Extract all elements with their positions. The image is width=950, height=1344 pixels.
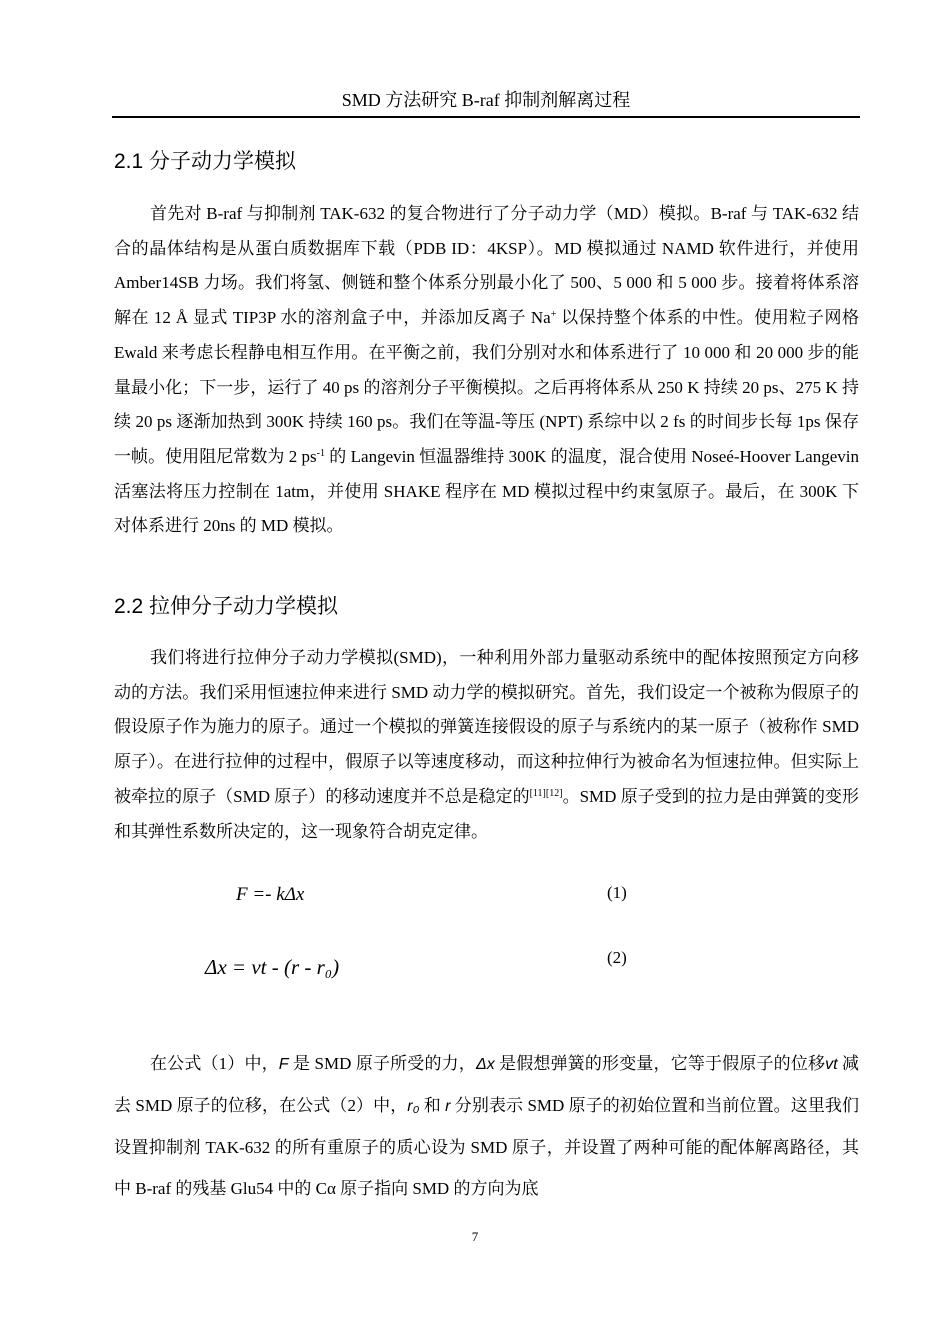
equation-2: Δx = vt - (r - r₀) — [205, 955, 340, 979]
equation-1: F =- kΔx — [236, 884, 305, 905]
symbol-vt: vt — [825, 1056, 838, 1073]
section-3-body — [114, 1043, 859, 1209]
section-2-2-body — [114, 641, 859, 849]
section-heading-2-1: 2.1 分子动力学模拟 — [114, 150, 297, 173]
symbol-dx: Δx — [475, 1056, 495, 1073]
section-2-1-body — [114, 197, 859, 544]
paragraph: 首先对 B-raf 与抑制剂 TAK-632 的复合物进行了分子动力学（MD）模拟。B-raf 与 TAK-632 结合的晶体结构是从蛋白质数据库下载（PDB ID：4KSP）。MD 模拟通过 NAMD 软件进行，并使用 Amber14SB 力场。我们将氢、侧链和整个体系分别最小化了 500、5 000 和 5 000 步。接着将体系溶解在 12 Å 显式 TIP3P 水的溶剂盒子中，并添加反离子 Na+ 以保持整个体系的中性。使用粒子网格 Ewald 来考虑长程静电相互作用。在平衡之前，我们分别对水和体系进行了 10 000 和 20 000 步的能量最小化；下一步，运行了 40 ps 的溶剂分子平衡模拟。之后再将体系从 250 K 持续 20 ps、275 K 持续 20 ps 逐渐加热到 300K 持续 160 ps。我们在等温-等压 (NPT) 系综中以 2 fs 的时间步长每 1ps 保存一帧。使用阻尼常数为 2 $ps^{-1}$ 的 Langevin 恒温器维持 300K 的温度，混合使用 Noseé-Hoover Langevin 活塞法将压力控制在 1atm，并使用 SHAKE 程序在 MD 模拟过程中约束氢原子。最后，在 300K 下对体系进行 20ns 的 MD 模拟。 — [114, 204, 859, 536]
equation-2-number: (2) — [607, 948, 627, 967]
section-heading-2-2: 2.2 拉伸分子动力学模拟 — [114, 595, 339, 618]
page-number: 7 — [471, 1229, 479, 1244]
symbol-F: F — [278, 1056, 289, 1073]
paragraph: 我们将进行拉伸分子动力学模拟(SMD)，一种利用外部力量驱动系统中的配体按照预定方向移动的方法。我们采用恒速拉伸来进行 SMD 动力学的模拟研究。首先，我们设定一个被称为假原子的假设原子作为施力的原子。通过一个模拟的弹簧连接假设的原子与系统内的某一原子（被称作 SMD 原子）。在进行拉伸的过程中，假原子以等速度移动，而这种拉伸行为被命名为恒速拉伸。但实际上被牵拉的原子（SMD 原子）的移动速度并不总是稳定的[11][12]。SMD 原子受到的拉力是由弹簧的变形和其弹性系数所决定的，这一现象符合胡克定律。 — [114, 648, 859, 841]
symbol-r: r — [445, 1098, 451, 1115]
header-rule — [112, 116, 860, 118]
equation-1-number: (1) — [607, 883, 627, 902]
paragraph: 在公式（1）中，F 是 SMD 原子所受的力，Δx 是假想弹簧的形变量，它等于假原子的位移vt 减去 SMD 原子的位移，在公式（2）中，r₀ 和 r 分别表示 SMD 原子的初始位置和当前位置。这里我们设置抑制剂 TAK-632 的所有重原子的质心设为 SMD 原子，并设置了两种可能的配体解离路径，其中 B-raf 的残基 Glu54 中的 Cα 原子指向 SMD 的方向为底 — [114, 1054, 860, 1198]
symbol-r0: r₀ — [407, 1098, 420, 1115]
running-header: SMD 方法研究 B-raf 抑制剂解离过程 — [341, 90, 631, 110]
